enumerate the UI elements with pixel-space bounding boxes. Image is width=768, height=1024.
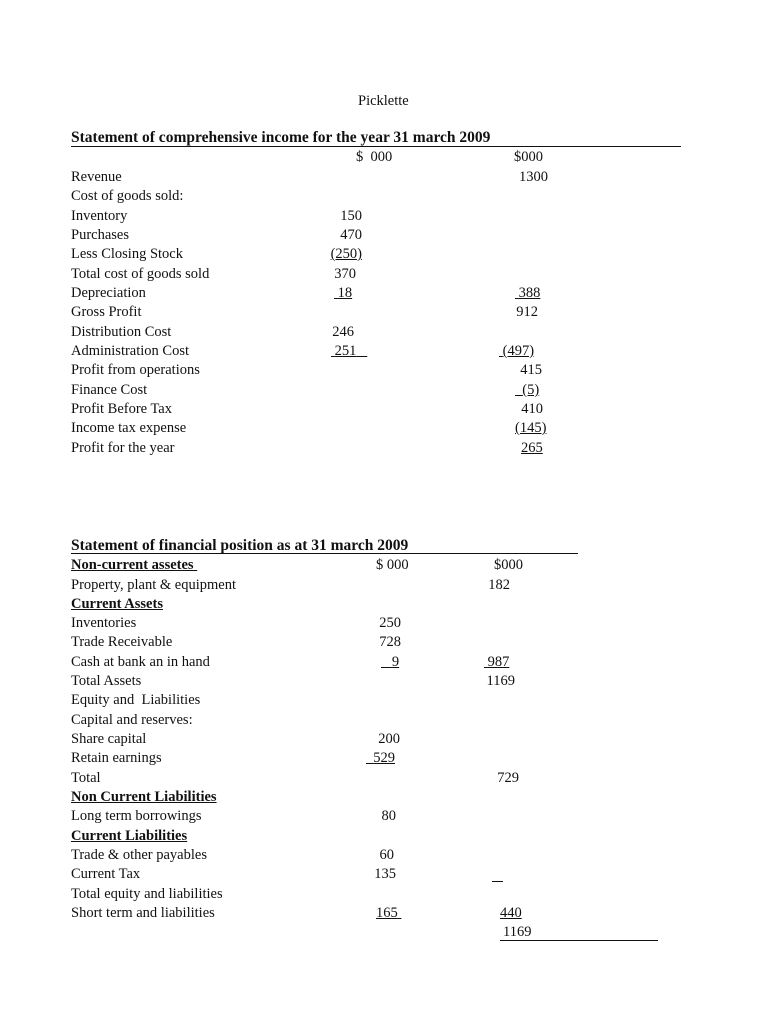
balance-col1-header: $ 000 bbox=[376, 557, 409, 573]
balance-title-underline bbox=[71, 553, 578, 554]
section-heading: Non Current Liabilities bbox=[71, 789, 217, 805]
income-title-underline bbox=[71, 146, 681, 147]
row-label: Trade Receivable bbox=[71, 634, 173, 650]
row-col2: 1300 bbox=[519, 169, 548, 185]
row-col1: 150 bbox=[340, 208, 362, 224]
row-label: Trade & other payables bbox=[71, 847, 207, 863]
row-label: Cash at bank an in hand bbox=[71, 654, 210, 670]
row-label: Depreciation bbox=[71, 285, 146, 301]
row-col1: 250 bbox=[379, 615, 401, 631]
row-col1: 18 bbox=[337, 285, 353, 301]
row-label: Cost of goods sold: bbox=[71, 188, 184, 204]
row-col2: 388 bbox=[518, 285, 541, 301]
row-label: Current Tax bbox=[71, 866, 141, 882]
row-col2: (5) bbox=[522, 382, 540, 398]
section-heading: Current Assets bbox=[71, 596, 163, 612]
row-label: Profit from operations bbox=[71, 362, 200, 378]
row-label: Long term borrowings bbox=[71, 808, 202, 824]
income-col2-header: $000 bbox=[514, 149, 543, 165]
row-label: Total bbox=[71, 770, 101, 786]
row-col2: 912 bbox=[516, 304, 538, 320]
row-label: Distribution Cost bbox=[71, 324, 172, 340]
row-label: Purchases bbox=[71, 227, 129, 243]
row-label: Administration Cost bbox=[71, 343, 190, 359]
row-label: Income tax expense bbox=[71, 420, 187, 436]
row-label: Total Assets bbox=[71, 673, 142, 689]
row-col1: 728 bbox=[379, 634, 401, 650]
row-label: Inventories bbox=[71, 615, 137, 631]
row-label: Short term and liabilities bbox=[71, 905, 215, 921]
row-col1: 246 bbox=[332, 324, 354, 340]
row-col2: 415 bbox=[520, 362, 542, 378]
blank-underline bbox=[492, 881, 503, 882]
row-col1: 370 bbox=[334, 266, 356, 282]
row-col2: 410 bbox=[521, 401, 543, 417]
row-col1: 165 bbox=[376, 905, 398, 921]
row-col2: 1169 bbox=[486, 673, 515, 689]
row-col1: 251 bbox=[334, 343, 357, 359]
row-col1: 529 bbox=[373, 750, 395, 766]
row-col2: 987 bbox=[487, 654, 510, 670]
balance-sheet-title: Statement of financial position as at 31 march 2009 bbox=[71, 537, 409, 554]
row-label: Total equity and liabilities bbox=[71, 886, 223, 902]
row-label: Property, plant & equipment bbox=[71, 577, 236, 593]
row-label: Less Closing Stock bbox=[71, 246, 183, 262]
row-label: Profit for the year bbox=[71, 440, 175, 456]
income-col1-header: $ 000 bbox=[356, 149, 393, 165]
row-label: Total cost of goods sold bbox=[71, 266, 210, 282]
row-label: Share capital bbox=[71, 731, 147, 747]
row-label: Capital and reserves: bbox=[71, 712, 193, 728]
row-label: Profit Before Tax bbox=[71, 401, 172, 417]
row-label: Revenue bbox=[71, 169, 122, 185]
row-col1: 9 bbox=[391, 654, 400, 670]
row-col1: 200 bbox=[378, 731, 400, 747]
row-col2: 440 bbox=[500, 905, 522, 921]
grand-total: 1169 bbox=[503, 924, 532, 940]
row-col1: 80 bbox=[381, 808, 396, 824]
row-label: Gross Profit bbox=[71, 304, 142, 320]
row-col1: 135 bbox=[374, 866, 396, 882]
row-col1: 60 bbox=[379, 847, 394, 863]
section-heading: Current Liabilities bbox=[71, 828, 188, 844]
row-label: Retain earnings bbox=[71, 750, 162, 766]
balance-col2-header: $000 bbox=[494, 557, 523, 573]
company-name: Picklette bbox=[358, 93, 409, 109]
row-col2: 265 bbox=[521, 440, 543, 456]
row-col2: (145) bbox=[515, 420, 547, 436]
row-label: Equity and Liabilities bbox=[71, 692, 201, 708]
row-col2: 729 bbox=[497, 770, 519, 786]
row-col1: (250) bbox=[330, 246, 362, 262]
row-col2: 182 bbox=[488, 577, 510, 593]
grand-total-underline bbox=[500, 940, 658, 941]
income-statement-title: Statement of comprehensive income for the year 31 march 2009 bbox=[71, 129, 491, 146]
section-heading: Non-current assetes bbox=[71, 557, 194, 573]
row-label: Finance Cost bbox=[71, 382, 148, 398]
row-label: Inventory bbox=[71, 208, 128, 224]
row-col2: (497) bbox=[502, 343, 535, 359]
row-col1: 470 bbox=[340, 227, 362, 243]
